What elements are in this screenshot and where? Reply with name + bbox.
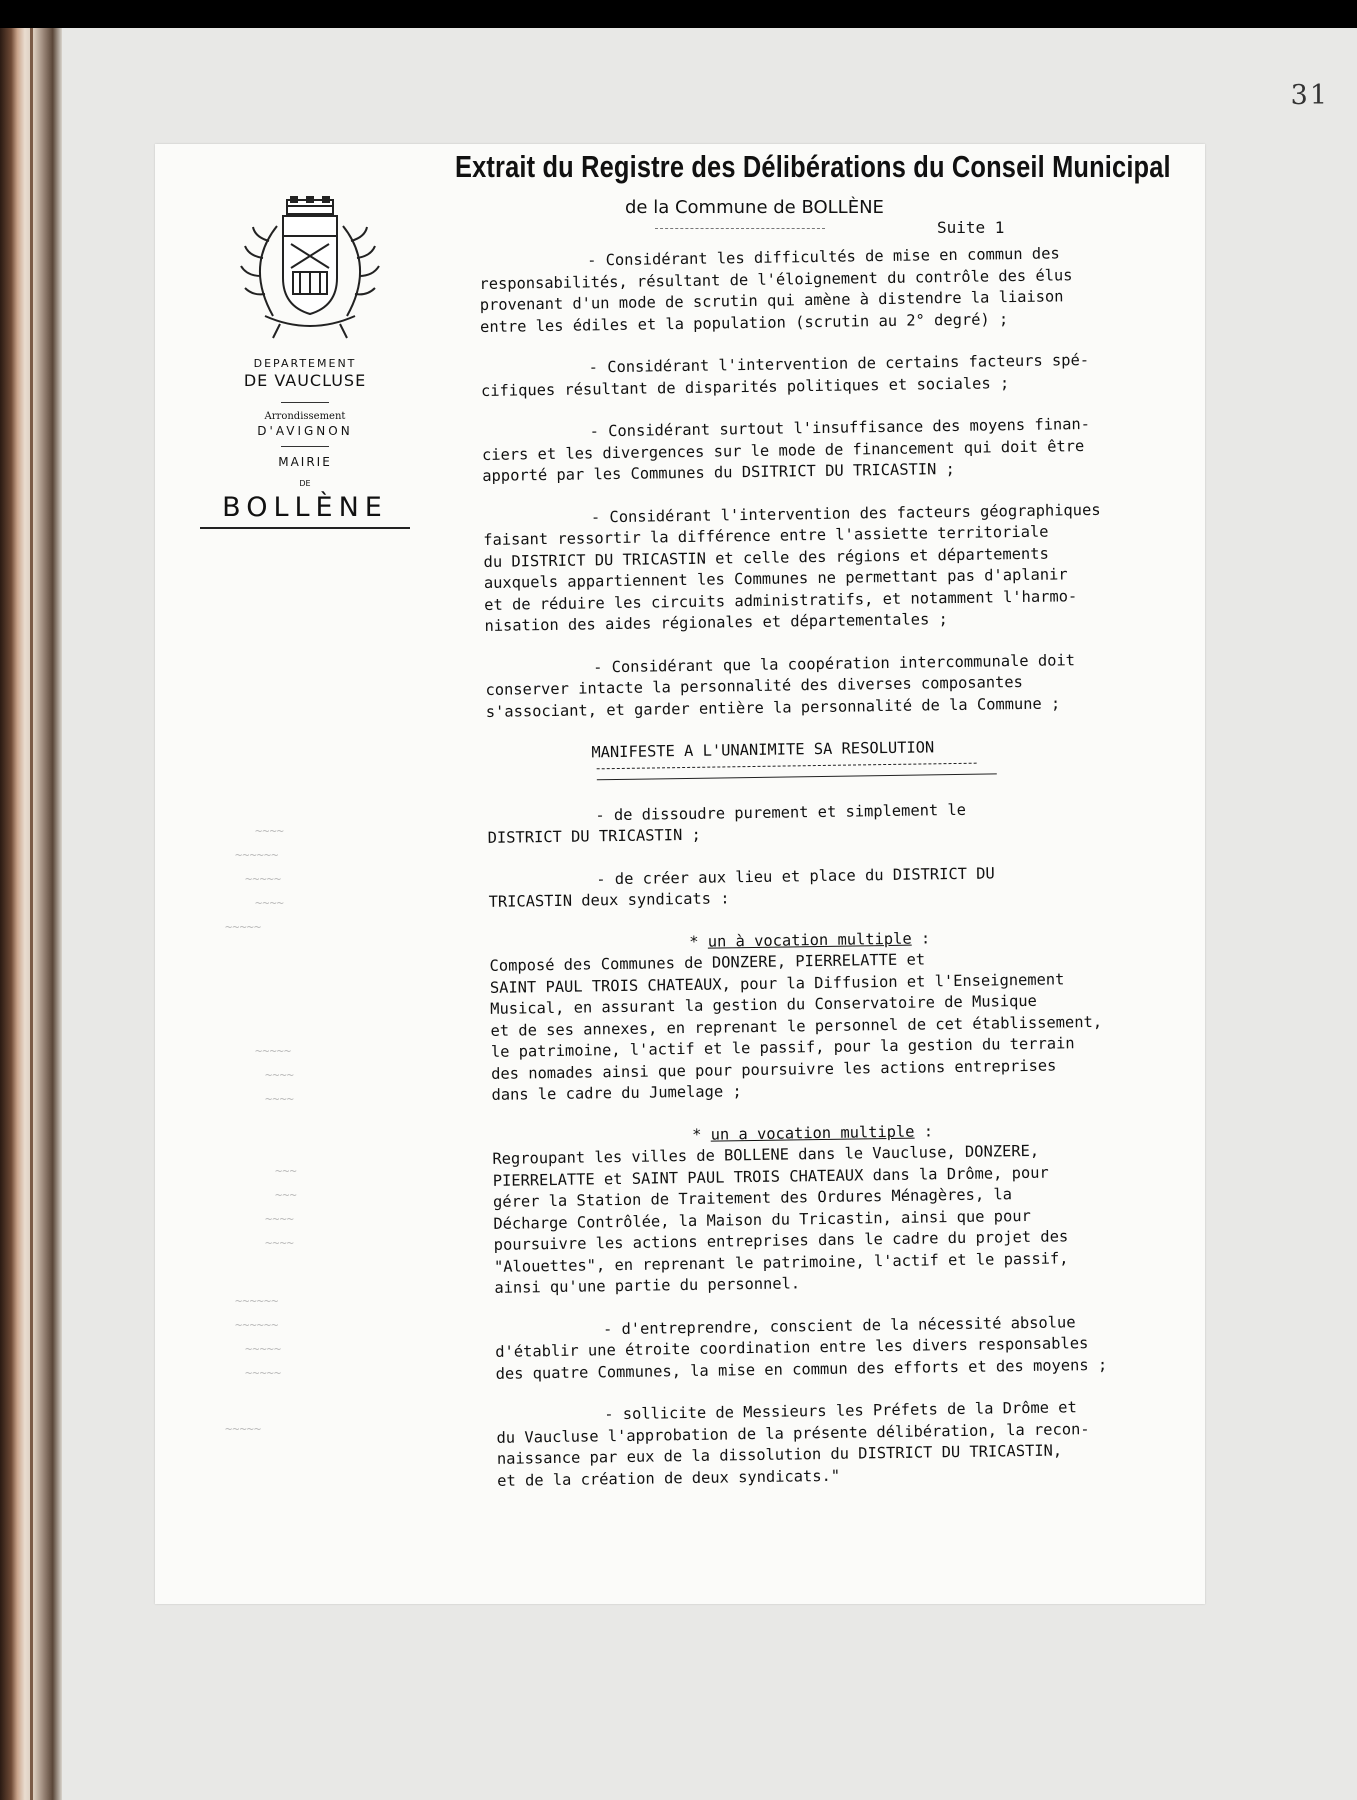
text-line: poursuivre les actions entreprises dans le cadre du projet des	[493, 1227, 1069, 1254]
text-line: des quatre Communes, la mise en commun des efforts et des moyens ;	[495, 1355, 1108, 1383]
text-line: conserver intacte la personnalité des diverses composantes	[485, 672, 1024, 699]
faded-mark: ~~~~~	[225, 1422, 262, 1436]
text-line: cifiques résultant de disparités politiques et sociales ;	[480, 373, 1010, 400]
header-divider	[655, 228, 825, 230]
syndicat-heading-text: un à vocation multiple	[707, 929, 912, 951]
syndicat-paragraph	[489, 924, 1191, 1106]
text-line: et de la création de deux syndicats."	[497, 1466, 841, 1490]
text-line: - Considérant les difficultés de mise en commun des	[587, 244, 1060, 270]
text-line: nisation des aides régionales et départementales ;	[484, 610, 948, 635]
suite-label: Suite 1	[937, 218, 1005, 237]
text-line: et de réduire les circuits administratifs, et notamment l'harmo-	[484, 586, 1078, 614]
text-line: auxquels appartiennent les Communes ne permettant pas d'aplanir	[483, 565, 1068, 592]
considerant-paragraph	[483, 498, 1185, 637]
text-line: ainsi qu'une partie du personnel.	[494, 1274, 801, 1297]
text-line: responsabilités, résultant de l'éloignement du contrôle des élus	[479, 265, 1073, 293]
text-line: PIERRELATTE et SAINT PAUL TROIS CHATEAUX dans la Drôme, pour	[492, 1163, 1049, 1190]
text-line: s'associant, et garder entière la personnalité de la Commune ;	[485, 693, 1061, 721]
mairie-label: MAIRIE	[278, 455, 332, 469]
text-line: "Alouettes", en reprenant le patrimoine, l'actif et le passif,	[493, 1248, 1069, 1276]
considerant-paragraph	[482, 413, 1183, 488]
faded-mark: ~~~	[275, 1164, 297, 1178]
faded-mark: ~~~~~~	[235, 1294, 279, 1308]
faded-mark: ~~~~~~	[235, 848, 279, 862]
syndicat-heading: * un à vocation multiple :	[689, 928, 931, 951]
final-decision-paragraph	[495, 1310, 1196, 1385]
text-line: le patrimoine, l'actif et le passif, pour la gestion du terrain	[490, 1034, 1075, 1061]
faded-mark: ~~~~~	[225, 920, 262, 934]
page-number: 31	[1290, 80, 1329, 111]
faded-mark: ~~~~	[265, 1212, 294, 1226]
text-line: Composé des Communes de DONZERE, PIERRELATTE et	[489, 950, 926, 975]
text-line: du Vaucluse l'approbation de la présente délibération, la recon-	[496, 1419, 1090, 1447]
text-line: - Considérant l'intervention des facteurs géographiques	[590, 500, 1101, 526]
text-line: TRICASTIN deux syndicats :	[488, 889, 730, 911]
faded-mark: ~~~~~	[255, 1044, 292, 1058]
text-line: d'établir une étroite coordination entre les divers responsables	[495, 1334, 1089, 1361]
text-line: SAINT PAUL TROIS CHATEAUX, pour la Diffusion et l'Enseignement	[489, 969, 1065, 997]
decision-paragraph	[487, 796, 1188, 849]
final-decision-paragraph	[496, 1395, 1197, 1491]
faded-mark: ~~~~	[265, 1236, 294, 1250]
text-line: faisant ressortir la différence entre l'assiette territoriale	[483, 522, 1049, 549]
town-underline	[200, 527, 410, 529]
faded-mark: ~~~	[275, 1188, 297, 1202]
faded-mark: ~~~~~	[245, 1366, 282, 1380]
text-line: - de dissoudre purement et simplement le	[595, 800, 967, 824]
considerant-paragraph	[481, 349, 1182, 402]
document-title: Extrait du Registre des Délibérations du Conseil Municipal	[455, 149, 1171, 184]
faded-mark: ~~~~	[265, 1068, 294, 1082]
text-line: - Considérant l'intervention de certains facteurs spé-	[588, 350, 1090, 377]
divider	[281, 402, 329, 403]
text-line: Regroupant les villes de BOLLENE dans le Vaucluse, DONZERE,	[492, 1141, 1040, 1168]
faded-mark: ~~~~~	[245, 872, 282, 886]
syndicat-heading-text: un a vocation multiple	[710, 1122, 915, 1144]
text-line: Musical, en assurant la gestion du Conservatoire de Musique	[490, 991, 1038, 1018]
text-line: du DISTRICT DU TRICASTIN et celle des régions et départements	[483, 544, 1049, 571]
text-line: - d'entreprendre, conscient de la nécessité absolue	[602, 1312, 1076, 1338]
resolution-heading: MANIFESTE A L'UNANIMITE SA RESOLUTION	[591, 738, 935, 762]
text-line: - de créer aux lieu et place du DISTRICT DU	[596, 863, 995, 888]
deliberation-document	[155, 144, 1205, 1604]
text-line: - Considérant surtout l'insuffisance des moyens finan-	[589, 414, 1091, 441]
letterhead-block	[185, 357, 425, 529]
text-line: DISTRICT DU TRICASTIN ;	[487, 825, 701, 847]
decision-paragraph	[488, 860, 1189, 913]
town-name: BOLLÈNE	[222, 492, 388, 523]
coat-of-arms-icon	[225, 196, 395, 346]
faded-mark: ~~~~	[255, 824, 284, 838]
divider	[281, 446, 329, 447]
de-label: DE	[299, 479, 311, 488]
text-line: - sollicite de Messieurs les Préfets de la Drôme et	[604, 1398, 1077, 1424]
text-line: naissance par eux de la dissolution du DISTRICT DU TRICASTIN,	[496, 1441, 1063, 1468]
faded-mark: ~~~~~~	[235, 1318, 279, 1332]
syndicat-paragraph	[492, 1117, 1194, 1299]
text-line: apporté par les Communes du DSITRICT DU TRICASTIN ;	[482, 459, 955, 485]
considerant-paragraph	[479, 242, 1180, 338]
heading-underline	[597, 762, 977, 781]
syndicat-heading: * un a vocation multiple :	[691, 1121, 934, 1144]
department-name: DE VAUCLUSE	[243, 371, 367, 390]
document-body	[479, 242, 1198, 1513]
text-line: dans le cadre du Jumelage ;	[491, 1082, 742, 1104]
text-line: entre les édiles et la population (scrutin au 2° degré) ;	[479, 309, 1009, 336]
faded-mark: ~~~~	[265, 1092, 294, 1106]
text-line: - Considérant que la coopération intercommunale doit	[593, 650, 1076, 676]
text-line: et de ses annexes, en reprenant le personnel de cet établissement,	[490, 1012, 1103, 1040]
document-subtitle: de la Commune de BOLLÈNE	[625, 197, 884, 218]
binding-seam	[30, 28, 33, 1800]
text-line: provenant d'un mode de scrutin qui amène à distendre la liaison	[479, 287, 1064, 314]
faded-margin-marks	[205, 824, 315, 1484]
faded-mark: ~~~~	[255, 896, 284, 910]
text-line: ciers et les divergences sur le mode de financement qui doit être	[481, 436, 1085, 464]
considerant-paragraph	[485, 648, 1186, 723]
text-line: Décharge Contrôlée, la Maison du Tricastin, ainsi que pour	[493, 1206, 1031, 1233]
department-label: DEPARTEMENT	[253, 357, 357, 370]
faded-mark: ~~~~~	[245, 1342, 282, 1356]
text-line: des nomades ainsi que pour poursuivre les actions entreprises	[491, 1056, 1057, 1083]
arrondissement-label: Arrondissement	[264, 411, 346, 422]
text-line: gérer la Station de Traitement des Ordures Ménagères, la	[492, 1185, 1013, 1211]
arrondissement-name: D'AVIGNON	[257, 424, 353, 438]
